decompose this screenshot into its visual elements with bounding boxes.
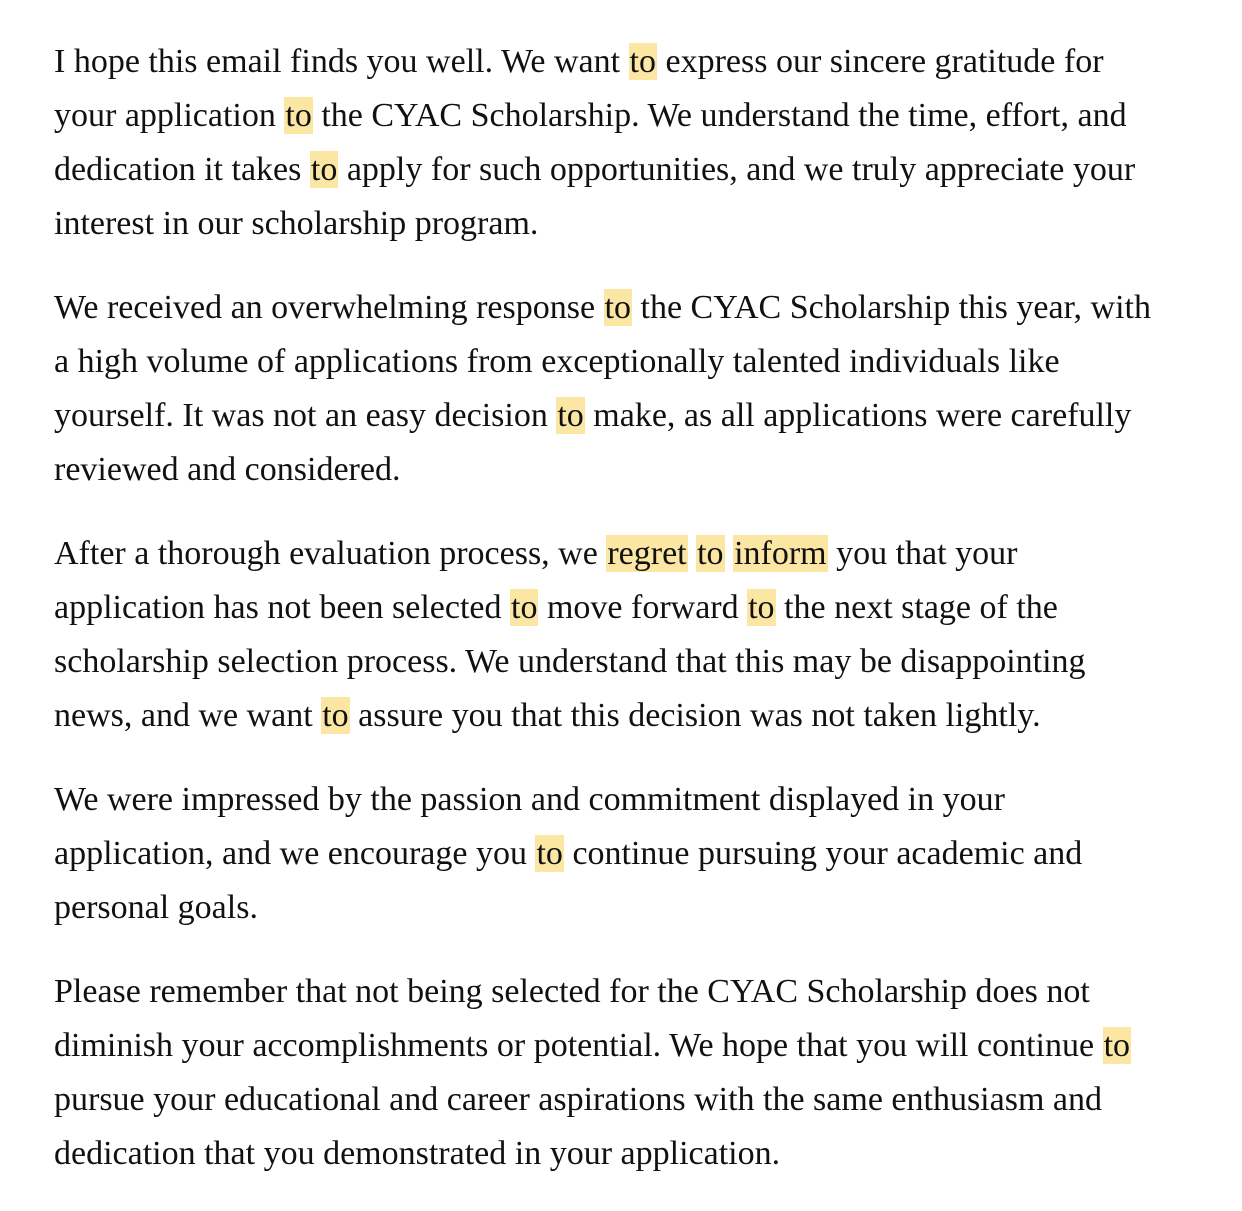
- highlighted-word: to: [322, 697, 349, 734]
- email-paragraph: [54, 281, 1234, 497]
- text-segment: personal goals.: [54, 889, 258, 926]
- text-line: [54, 581, 1234, 635]
- highlighted-word: regret: [607, 535, 687, 572]
- text-line: [54, 89, 1234, 143]
- text-segment: make, as all applications were carefully: [584, 397, 1132, 434]
- text-segment: yourself. It was not an easy decision: [54, 397, 557, 434]
- text-segment: express our sincere gratitude for: [656, 43, 1104, 80]
- text-line: [54, 281, 1234, 335]
- text-line: [54, 527, 1234, 581]
- text-line: [54, 389, 1234, 443]
- text-segment: assure you that this decision was not taken lightly.: [349, 697, 1041, 734]
- text-segment: We received an overwhelming response: [54, 289, 604, 326]
- highlighted-word: to: [629, 43, 656, 80]
- text-segment: your application: [54, 97, 285, 134]
- highlighted-word: to: [604, 289, 631, 326]
- text-segment: diminish your accomplishments or potential. We hope that you will continue: [54, 1027, 1103, 1064]
- text-segment: After a thorough evaluation process, we: [54, 535, 607, 572]
- text-line: [54, 1019, 1234, 1073]
- text-segment: We were impressed by the passion and commitment displayed in your: [54, 781, 1005, 818]
- highlighted-word: to: [697, 535, 724, 572]
- highlighted-word: to: [557, 397, 584, 434]
- text-segment: Please remember that not being selected for the CYAC Scholarship does not: [54, 973, 1090, 1010]
- highlighted-word: to: [511, 589, 538, 626]
- highlighted-word: inform: [734, 535, 827, 572]
- email-paragraph: [54, 965, 1234, 1181]
- text-line: [54, 881, 1234, 935]
- text-line: [54, 197, 1234, 251]
- text-line: [54, 773, 1234, 827]
- highlighted-word: to: [1103, 1027, 1131, 1064]
- text-segment: application, and we encourage you: [54, 835, 536, 872]
- text-line: [54, 1127, 1234, 1181]
- highlighted-word: to: [748, 589, 775, 626]
- text-segment: dedication it takes: [54, 151, 310, 188]
- text-segment: application has not been selected: [54, 589, 510, 626]
- email-body: [54, 35, 1234, 1211]
- text-segment: you that your: [827, 535, 1018, 572]
- text-segment: I hope this email finds you well. We want: [54, 43, 629, 80]
- text-line: [54, 965, 1234, 1019]
- text-segment: move forward: [538, 589, 748, 626]
- text-line: [54, 827, 1234, 881]
- highlighted-word: to: [285, 97, 312, 134]
- text-segment: news, and we want: [54, 697, 322, 734]
- highlighted-word: to: [310, 151, 338, 188]
- email-paragraph: [54, 773, 1234, 935]
- text-line: [54, 1073, 1234, 1127]
- text-segment: interest in our scholarship program.: [54, 205, 539, 242]
- text-line: [54, 35, 1234, 89]
- text-segment: scholarship selection process. We understand that this may be disappointing: [54, 643, 1086, 680]
- text-segment: apply for such opportunities, and we truly appreciate your: [338, 151, 1136, 188]
- text-segment: [688, 535, 697, 572]
- text-line: [54, 143, 1234, 197]
- text-line: [54, 689, 1234, 743]
- text-line: [54, 635, 1234, 689]
- text-segment: the next stage of the: [775, 589, 1058, 626]
- email-paragraph: [54, 527, 1234, 743]
- text-segment: [725, 535, 734, 572]
- text-segment: dedication that you demonstrated in your application.: [54, 1135, 781, 1172]
- highlighted-word: to: [536, 835, 563, 872]
- text-line: [54, 443, 1234, 497]
- text-segment: pursue your educational and career aspirations with the same enthusiasm and: [54, 1081, 1102, 1118]
- text-segment: the CYAC Scholarship. We understand the time, effort, and: [312, 97, 1127, 134]
- text-segment: the CYAC Scholarship this year, with: [632, 289, 1151, 326]
- text-line: [54, 335, 1234, 389]
- text-segment: continue pursuing your academic and: [563, 835, 1083, 872]
- text-segment: reviewed and considered.: [54, 451, 401, 488]
- text-segment: a high volume of applications from exceptionally talented individuals like: [54, 343, 1060, 380]
- email-paragraph: [54, 35, 1234, 251]
